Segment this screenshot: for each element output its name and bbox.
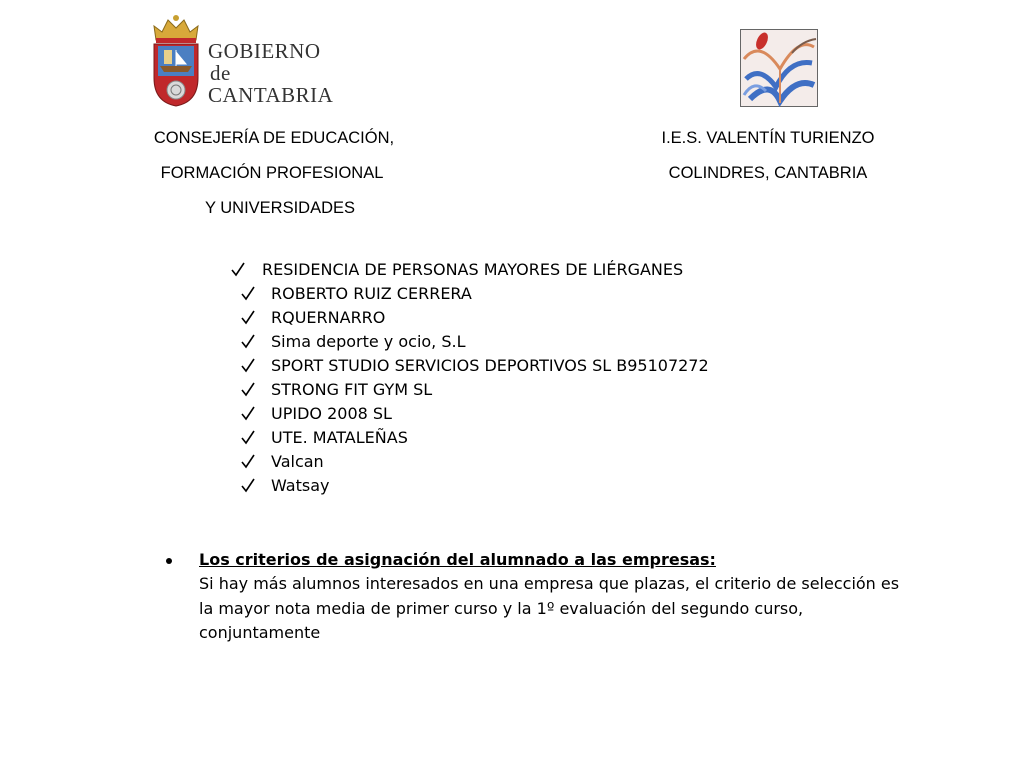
consejeria-line-1: CONSEJERÍA DE EDUCACIÓN, [153, 129, 395, 147]
checkmark-icon [240, 450, 256, 474]
criteria-text: Si hay más alumnos interesados en una empresa que plazas, el criterio de selección es la mayor nota media de primer curso y la 1º evaluación del segundo curso, conjuntamente [199, 574, 900, 642]
gobierno-wordmark [208, 40, 333, 106]
criteria-title: Los criterios de asignación del alumnado a las empresas: [199, 550, 716, 569]
checkmark-icon [230, 258, 246, 282]
gobierno-de-cantabria-logo [150, 14, 335, 108]
checkmark-icon [240, 354, 256, 378]
company-name: UTE. MATALEÑAS [271, 428, 408, 447]
consejeria-line-2: FORMACIÓN PROFESIONAL [160, 164, 384, 182]
ies-logo [740, 29, 818, 107]
company-name: SPORT STUDIO SERVICIOS DEPORTIVOS SL B95107272 [271, 356, 709, 375]
company-name: STRONG FIT GYM SL [271, 380, 433, 399]
consejeria-line-3: Y UNIVERSIDADES [204, 199, 356, 217]
checkmark-icon [240, 330, 256, 354]
checkmark-icon [240, 402, 256, 426]
ies-location: COLINDRES, CANTABRIA [668, 164, 868, 182]
de-line: de [210, 61, 231, 85]
company-name: Valcan [271, 452, 324, 471]
company-name: UPIDO 2008 SL [271, 404, 392, 423]
company-name: ROBERTO RUIZ CERRERA [271, 284, 472, 303]
checkmark-icon [240, 378, 256, 402]
checkmark-icon [240, 426, 256, 450]
criteria-body [199, 548, 904, 645]
company-name: Sima deporte y ocio, S.L [271, 332, 466, 351]
cantabria-coat-of-arms-icon [150, 14, 202, 108]
company-name: Watsay [271, 476, 330, 495]
bullet-icon [166, 558, 172, 564]
company-name: RESIDENCIA DE PERSONAS MAYORES DE LIÉRGANES [262, 260, 684, 279]
checkmark-icon [240, 282, 256, 306]
company-name: RQUERNARRO [271, 308, 386, 327]
checkmark-icon [240, 474, 256, 498]
cantabria-line: CANTABRIA [208, 83, 334, 107]
gobierno-line: GOBIERNO [208, 39, 321, 63]
checkmark-icon [240, 306, 256, 330]
ies-name: I.E.S. VALENTÍN TURIENZO [661, 129, 875, 147]
ies-valentin-turienzo-logo-icon [740, 29, 818, 107]
